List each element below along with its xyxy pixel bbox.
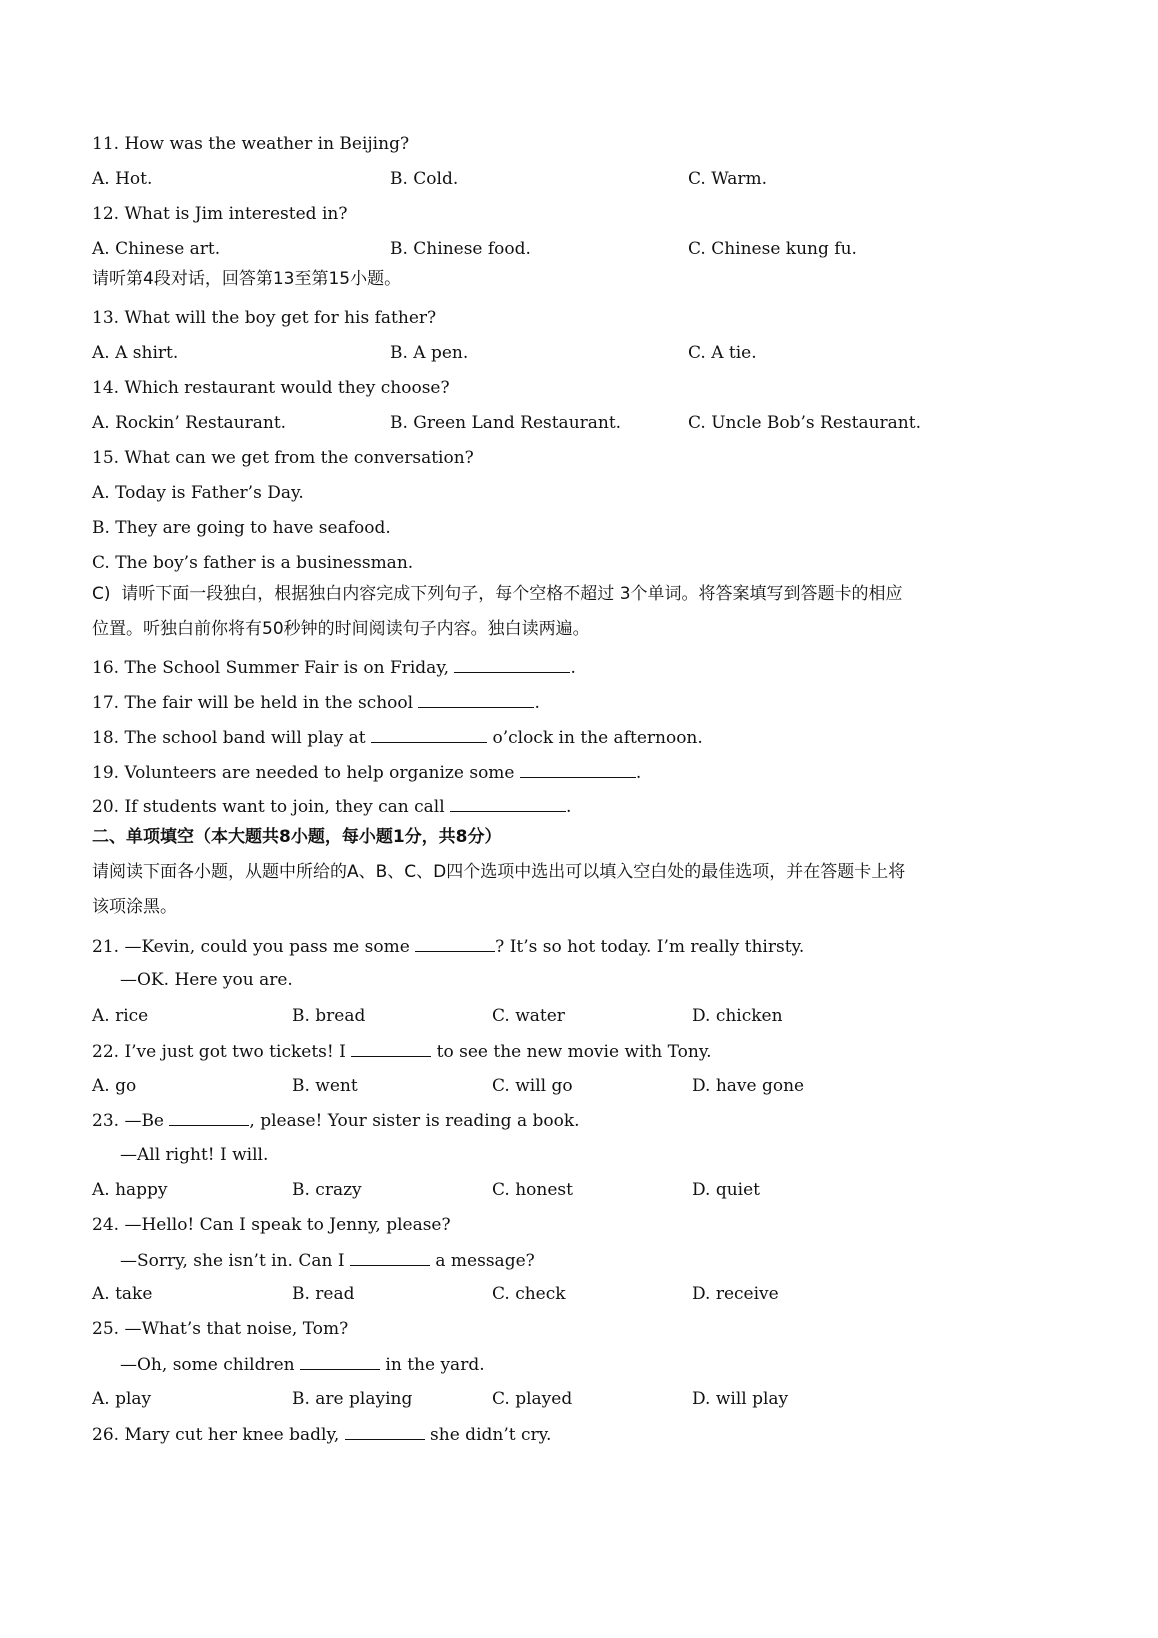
question-17 <box>92 691 540 714</box>
question-23-reply: —All right! I will. <box>120 1145 269 1165</box>
question-24-option-d: D. receive <box>692 1284 779 1304</box>
question-18-end: o’clock in the afternoon. <box>487 728 703 748</box>
question-20-text: 20. If students want to join, they can call <box>92 797 451 817</box>
question-20 <box>92 795 571 818</box>
question-25-option-a: A. play <box>92 1389 152 1409</box>
question-21-option-d: D. chicken <box>692 1006 783 1026</box>
question-25-reply <box>120 1353 485 1376</box>
question-26-stem <box>92 1423 551 1446</box>
question-26-text: 26. Mary cut her knee badly, <box>92 1425 345 1445</box>
question-21-reply: —OK. Here you are. <box>120 970 293 990</box>
question-22-option-b: B. went <box>292 1076 358 1096</box>
question-16-blank <box>454 656 570 673</box>
section-2-instruction-2: 该项涂黑。 <box>92 897 177 917</box>
question-15-stem: 15. What can we get from the conversation? <box>92 448 474 468</box>
question-25-stem: 25. —What’s that noise, Tom? <box>92 1319 349 1339</box>
question-21-end: ? It’s so hot today. I’m really thirsty. <box>495 937 805 957</box>
question-22-option-c: C. will go <box>492 1076 573 1096</box>
question-22-text: 22. I’ve just got two tickets! I <box>92 1042 352 1062</box>
question-14-stem: 14. Which restaurant would they choose? <box>92 378 450 398</box>
question-25-option-d: D. will play <box>692 1389 789 1409</box>
question-12-option-b: B. Chinese food. <box>390 239 531 259</box>
question-23-blank <box>169 1109 249 1126</box>
question-14-option-b: B. Green Land Restaurant. <box>390 413 622 433</box>
question-24-reply <box>120 1249 535 1272</box>
question-20-blank <box>450 795 566 812</box>
question-23-end: , please! Your sister is reading a book. <box>249 1111 580 1131</box>
question-24-option-b: B. read <box>292 1284 355 1304</box>
question-15-option-a: A. Today is Father’s Day. <box>92 483 304 503</box>
question-18 <box>92 726 703 749</box>
question-25-option-c: C. played <box>492 1389 573 1409</box>
question-25-option-b: B. are playing <box>292 1389 413 1409</box>
question-22-option-a: A. go <box>92 1076 137 1096</box>
question-24-reply-end: a message? <box>429 1251 535 1271</box>
section-c-instruction-1: C) 请听下面一段独白，根据独白内容完成下列句子，每个空格不超过 3个单词。将答案填写到答题卡的相应 <box>92 584 903 604</box>
question-24-option-a: A. take <box>92 1284 153 1304</box>
question-13-option-b: B. A pen. <box>390 343 469 363</box>
question-19-text: 19. Volunteers are needed to help organize some <box>92 763 520 783</box>
question-21-option-a: A. rice <box>92 1006 149 1026</box>
question-26-blank <box>345 1423 425 1440</box>
question-23-option-a: A. happy <box>92 1180 168 1200</box>
question-16-end: . <box>570 658 576 678</box>
question-17-text: 17. The fair will be held in the school <box>92 693 419 713</box>
section-2-heading: 二、单项填空（本大题共8小题，每小题1分，共8分） <box>92 827 502 847</box>
question-25-blank <box>300 1353 380 1370</box>
question-14-option-c: C. Uncle Bob’s Restaurant. <box>688 413 921 433</box>
question-11-option-b: B. Cold. <box>390 169 459 189</box>
question-11-option-a: A. Hot. <box>92 169 153 189</box>
question-25-reply-end: in the yard. <box>380 1355 485 1375</box>
question-21-blank <box>415 935 495 952</box>
question-15-option-c: C. The boy’s father is a businessman. <box>92 553 414 573</box>
question-13-option-a: A. A shirt. <box>92 343 179 363</box>
question-21-option-b: B. bread <box>292 1006 366 1026</box>
question-16 <box>92 656 576 679</box>
question-12-option-c: C. Chinese kung fu. <box>688 239 857 259</box>
question-19 <box>92 761 641 784</box>
question-22-option-d: D. have gone <box>692 1076 805 1096</box>
question-18-blank <box>371 726 487 743</box>
question-23-option-b: B. crazy <box>292 1180 362 1200</box>
question-22-blank <box>351 1040 431 1057</box>
question-15-option-b: B. They are going to have seafood. <box>92 518 391 538</box>
question-22-end: to see the new movie with Tony. <box>431 1042 712 1062</box>
question-25-reply-text: —Oh, some children <box>120 1355 301 1375</box>
question-20-end: . <box>566 797 572 817</box>
question-23-option-d: D. quiet <box>692 1180 760 1200</box>
question-21-stem <box>92 935 804 958</box>
question-24-blank <box>350 1249 430 1266</box>
question-21-option-c: C. water <box>492 1006 565 1026</box>
question-23-option-c: C. honest <box>492 1180 573 1200</box>
section-2-instruction-1: 请阅读下面各小题，从题中所给的A、B、C、D四个选项中选出可以填入空白处的最佳选项，并在答题卡上将 <box>92 862 906 882</box>
question-21-text: 21. —Kevin, could you pass me some <box>92 937 416 957</box>
question-19-end: . <box>635 763 642 783</box>
question-11-option-c: C. Warm. <box>688 169 767 189</box>
question-11-stem: 11. How was the weather in Beijing? <box>92 134 410 154</box>
question-12-stem: 12. What is Jim interested in? <box>92 204 348 224</box>
question-24-reply-text: —Sorry, she isn’t in. Can I <box>120 1251 350 1271</box>
question-17-blank <box>418 691 534 708</box>
question-13-option-c: C. A tie. <box>688 343 757 363</box>
question-23-stem <box>92 1109 580 1132</box>
question-24-stem: 24. —Hello! Can I speak to Jenny, please? <box>92 1215 451 1235</box>
part4-instruction: 请听第4段对话，回答第13至第15小题。 <box>92 269 402 289</box>
question-12-option-a: A. Chinese art. <box>92 239 221 259</box>
question-22-stem <box>92 1040 712 1063</box>
question-23-text: 23. —Be <box>92 1111 170 1131</box>
question-13-stem: 13. What will the boy get for his father? <box>92 308 437 328</box>
question-26-end: she didn’t cry. <box>424 1425 552 1445</box>
question-24-option-c: C. check <box>492 1284 566 1304</box>
question-14-option-a: A. Rockin’ Restaurant. <box>92 413 287 433</box>
question-17-end: . <box>534 693 540 713</box>
question-16-text: 16. The School Summer Fair is on Friday, <box>92 658 455 678</box>
section-c-instruction-2: 位置。听独白前你将有50秒钟的时间阅读句子内容。独白读两遍。 <box>92 619 590 639</box>
question-18-text: 18. The school band will play at <box>92 728 372 748</box>
question-19-blank <box>520 761 636 778</box>
